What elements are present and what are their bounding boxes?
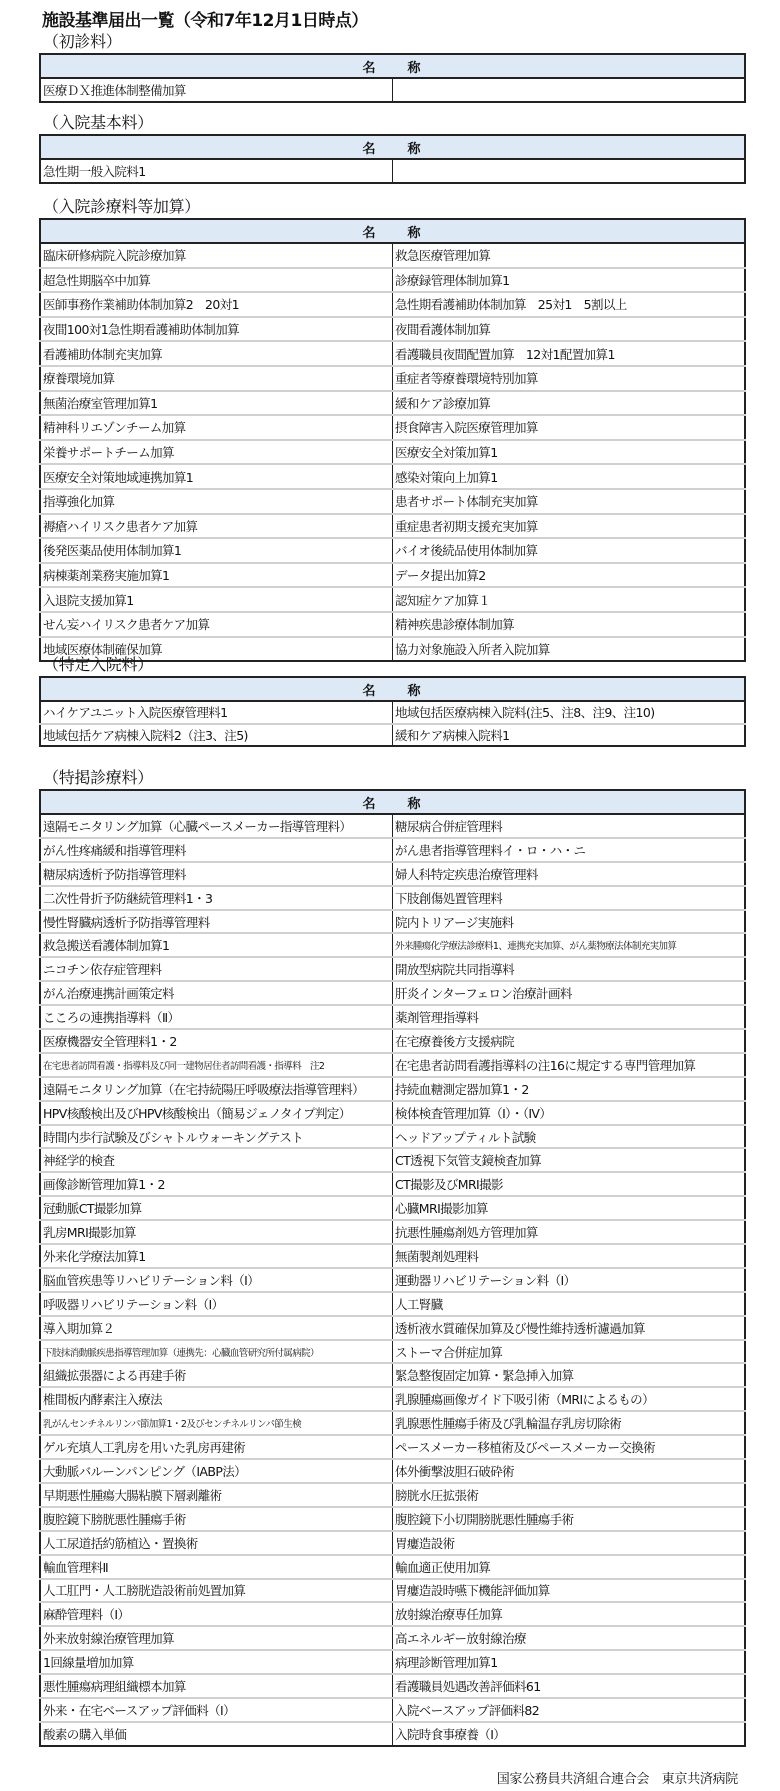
facility-standard-right: 病理診断管理加算1 [393, 1650, 746, 1674]
facility-standard-right: CT撮影及びMRI撮影 [393, 1172, 746, 1196]
facility-standard-right: 夜間看護体制加算 [393, 317, 746, 342]
facility-standard-right: 急性期看護補助体制加算 25対1 5割以上 [393, 292, 746, 317]
facility-standard-left: 輸血管理料Ⅱ [40, 1555, 393, 1579]
facility-standard-right: 放射線治療専任加算 [393, 1602, 746, 1626]
column-header-name: 名 称 [40, 219, 745, 243]
facility-standard-left: 栄養サポートチーム加算 [40, 440, 393, 465]
facility-standard-left: 人工肛門・人工膀胱造設術前処置加算 [40, 1579, 393, 1603]
facility-standard-right: 検体検査管理加算（Ⅰ）・（Ⅳ） [393, 1101, 746, 1125]
facility-standard-right: 協力対象施設入所者入院加算 [395, 641, 550, 657]
facility-standard-right: 認知症ケア加算１ [393, 587, 746, 612]
table-row [40, 268, 745, 293]
facility-standard-right: 摂食障害入院医療管理加算 [393, 415, 746, 440]
table-row [40, 612, 745, 637]
facility-standard-left: 外来・在宅ベースアップ評価料（Ⅰ） [40, 1698, 393, 1722]
table-row [40, 1053, 745, 1077]
facility-standard-left: 大動脈バルーンパンピング（IABP法） [40, 1459, 393, 1483]
table-row [40, 1220, 745, 1244]
facility-standard-right: 緩和ケア病棟入院料1 [395, 727, 510, 743]
table-row [40, 1387, 745, 1411]
facility-standard-right: 持続血糖測定器加算1・2 [393, 1077, 746, 1101]
section [39, 31, 746, 103]
section-heading: （初診料） [43, 32, 122, 51]
facility-standard-right: 感染対策向上加算1 [393, 464, 746, 489]
facility-standard-right: がん患者指導管理料イ・ロ・ハ・ニ [393, 838, 746, 862]
facility-standard-right: 胃瘻造設術 [393, 1531, 746, 1555]
table-row [40, 1244, 745, 1268]
facility-standard-right: 救急医療管理加算 [393, 243, 746, 268]
section-heading: （入院基本料） [43, 113, 153, 132]
table-row [40, 1029, 745, 1053]
facility-standard-left: 二次性骨折予防継続管理料1・3 [40, 886, 393, 910]
facility-standard-right: 乳腺腫瘍画像ガイド下吸引術（MRIによるもの） [393, 1387, 746, 1411]
facility-standard-right: ストーマ合併症加算 [393, 1340, 746, 1364]
facility-standard-left: がん治療連携計画策定料 [40, 981, 393, 1005]
table-row [40, 886, 745, 910]
facility-standard-right [393, 159, 746, 183]
table-row [40, 724, 745, 747]
facility-standard-right: 婦人科特定疾患治療管理料 [393, 862, 746, 886]
facility-standard-left: ニコチン依存症管理料 [40, 957, 393, 981]
facility-standard-left: 外来放射線治療管理加算 [40, 1626, 393, 1650]
facility-standard-left: がん性疼痛緩和指導管理料 [40, 838, 393, 862]
column-header-name: 名 称 [40, 677, 745, 701]
facility-standard-left: ハイケアユニット入院医療管理料1 [40, 701, 393, 724]
facility-standard-right: 入院時食事療養（Ⅰ） [395, 1726, 506, 1742]
page-title: 施設基準届出一覧（令和7年12月1日時点） [42, 11, 368, 31]
table-row [40, 1101, 745, 1125]
facility-standard-left: 麻酔管理料（Ⅰ） [40, 1602, 393, 1626]
table-row [40, 243, 745, 268]
table-row [40, 464, 745, 489]
facility-standard-left: 超急性期脳卒中加算 [40, 268, 393, 293]
facility-standard-left: 在宅患者訪問看護・指導料及び同一建物居住者訪問看護・指導料 注2 [40, 1053, 393, 1077]
facility-table [39, 218, 746, 662]
facility-standard-left: 冠動脈CT撮影加算 [40, 1196, 393, 1220]
table-row [40, 1148, 745, 1172]
table-row [40, 1626, 745, 1650]
facility-standard-right: 看護職員夜間配置加算 12対1配置加算1 [393, 341, 746, 366]
facility-standard-left: 糖尿病透析予防指導管理料 [40, 862, 393, 886]
facility-standard-left: 慢性腎臓病透析予防指導管理料 [40, 910, 393, 934]
facility-table [39, 676, 746, 747]
table-row [40, 563, 745, 588]
facility-standard-right: 胃瘻造設時嚥下機能評価加算 [393, 1579, 746, 1603]
facility-standard-left: 医療機器安全管理料1・2 [40, 1029, 393, 1053]
facility-standard-left: 1回線量増加加算 [40, 1650, 393, 1674]
facility-standard-right: バイオ後続品使用体制加算 [393, 538, 746, 563]
section-heading: （入院診療料等加算） [43, 197, 201, 216]
table-row [40, 366, 745, 391]
table-row [40, 1125, 745, 1149]
facility-standard-left: 褥瘡ハイリスク患者ケア加算 [40, 514, 393, 539]
facility-standard-left: HPV核酸検出及びHPV核酸検出（簡易ジェノタイプ判定） [40, 1101, 393, 1125]
section-heading: （特掲診療料） [43, 768, 153, 787]
facility-standard-right: ペースメーカー移植術及びペースメーカー交換術 [393, 1435, 746, 1459]
table-row [40, 78, 745, 102]
table-row [40, 587, 745, 612]
facility-standard-right: 医療安全対策加算1 [393, 440, 746, 465]
section [39, 112, 746, 184]
facility-standard-left: 遠隔モニタリング加算（在宅持続陽圧呼吸療法指導管理料） [40, 1077, 393, 1101]
facility-standard-right: 外来腫瘍化学療法診療料1、連携充実加算、がん薬物療法体制充実加算 [393, 933, 746, 957]
facility-standard-right: 精神疾患診療体制加算 [393, 612, 746, 637]
facility-standard-left: 精神科リエゾンチーム加算 [40, 415, 393, 440]
facility-standard-right: 在宅患者訪問看護指導料の注16に規定する専門管理加算 [393, 1053, 746, 1077]
section [39, 654, 746, 747]
facility-standard-left: 外来化学療法加算1 [40, 1244, 393, 1268]
facility-standard-left: 悪性腫瘍病理組織標本加算 [40, 1674, 393, 1698]
facility-standard-right: 開放型病院共同指導料 [393, 957, 746, 981]
facility-standard-right: 腹腔鏡下小切開膀胱悪性腫瘍手術 [393, 1507, 746, 1531]
facility-standard-left: 酸素の購入単価 [40, 1722, 393, 1746]
table-row [40, 1579, 745, 1603]
table-row [40, 440, 745, 465]
table-row [40, 1698, 745, 1722]
facility-standard-left: 医療安全対策地域連携加算1 [40, 464, 393, 489]
table-row [40, 1340, 745, 1364]
table-row [40, 701, 745, 724]
table-row [40, 1172, 745, 1196]
facility-standard-right: 薬剤管理指導料 [393, 1005, 746, 1029]
table-row [40, 317, 745, 342]
facility-standard-left: せん妄ハイリスク患者ケア加算 [40, 612, 393, 637]
facility-standard-right: 診療録管理体制加算1 [393, 268, 746, 293]
facility-standard-right: 肝炎インターフェロン治療計画料 [393, 981, 746, 1005]
facility-standard-right: 人工腎臓 [393, 1292, 746, 1316]
table-row [40, 1722, 745, 1746]
table-row [40, 292, 745, 317]
table-row [40, 1459, 745, 1483]
facility-standard-right: 膀胱水圧拡張術 [393, 1483, 746, 1507]
table-row [40, 1507, 745, 1531]
facility-standard-left: 後発医薬品使用体制加算1 [40, 538, 393, 563]
table-row [40, 981, 745, 1005]
facility-standard-right: 運動器リハビリテーション料（Ⅰ） [393, 1268, 746, 1292]
section [39, 196, 746, 662]
facility-standard-right: 下肢創傷処置管理料 [393, 886, 746, 910]
facility-standard-right: 糖尿病合併症管理料 [393, 814, 746, 838]
table-row [40, 838, 745, 862]
facility-standard-left: 時間内歩行試験及びシャトルウォーキングテスト [40, 1125, 393, 1149]
table-row [40, 1650, 745, 1674]
section-heading: （特定入院料） [43, 655, 153, 674]
table-row [40, 1005, 745, 1029]
facility-standard-left: ゲル充填人工乳房を用いた乳房再建術 [40, 1435, 393, 1459]
facility-standard-left: 指導強化加算 [40, 489, 393, 514]
column-header-name: 名 称 [40, 54, 745, 78]
facility-standard-right: 心臓MRI撮影加算 [393, 1196, 746, 1220]
section [39, 767, 746, 1747]
facility-standard-right: 緊急整復固定加算・緊急挿入加算 [393, 1363, 746, 1387]
facility-standard-left: 椎間板内酵素注入療法 [40, 1387, 393, 1411]
facility-standard-left: 乳房MRI撮影加算 [40, 1220, 393, 1244]
table-row [40, 1268, 745, 1292]
facility-standard-left: 腹腔鏡下膀胱悪性腫瘍手術 [40, 1507, 393, 1531]
facility-standard-left: 医師事務作業補助体制加算2 20対1 [40, 292, 393, 317]
facility-standard-right: 在宅療養後方支援病院 [393, 1029, 746, 1053]
facility-standard-right: 体外衝撃波胆石破砕術 [393, 1459, 746, 1483]
facility-standard-right: 抗悪性腫瘍剤処方管理加算 [393, 1220, 746, 1244]
facility-table [39, 53, 746, 103]
facility-standard-left: こころの連携指導料（Ⅱ） [40, 1005, 393, 1029]
table-row [40, 814, 745, 838]
facility-standard-right: データ提出加算2 [393, 563, 746, 588]
facility-standard-left: 地域医療体制確保加算 [40, 637, 393, 662]
facility-standard-left: 人工尿道括約筋植込・置換術 [40, 1531, 393, 1555]
table-row [40, 1196, 745, 1220]
facility-standard-left: 無菌治療室管理加算1 [40, 391, 393, 416]
table-row [40, 1674, 745, 1698]
table-row [40, 1531, 745, 1555]
facility-standard-left: 救急搬送看護体制加算1 [40, 933, 393, 957]
facility-standard-left: 下肢抹消動脈疾患指導管理加算（連携先：心臓血管研究所付属病院） [40, 1340, 393, 1364]
facility-standard-left: 急性期一般入院料1 [40, 159, 393, 183]
table-row [40, 1316, 745, 1340]
facility-table [39, 789, 746, 1747]
facility-standard-right: 院内トリアージ実施料 [393, 910, 746, 934]
table-row [40, 415, 745, 440]
table-row [40, 933, 745, 957]
facility-standard-left: 組織拡張器による再建手術 [40, 1363, 393, 1387]
facility-standard-right: 地域包括医療病棟入院料(注5、注8、注9、注10) [393, 701, 746, 724]
facility-standard-right [393, 78, 746, 102]
facility-standard-right: CT透視下気管支鏡検査加算 [393, 1148, 746, 1172]
facility-standard-left: 入退院支援加算1 [40, 587, 393, 612]
table-row [40, 862, 745, 886]
facility-standard-right: 無菌製剤処理料 [393, 1244, 746, 1268]
facility-standard-left: 地域包括ケア病棟入院料2（注3、注5) [40, 724, 393, 747]
facility-standard-left: 呼吸器リハビリテーション料（Ⅰ） [40, 1292, 393, 1316]
facility-standard-right: 重症患者初期支援充実加算 [393, 514, 746, 539]
facility-standard-left: 早期悪性腫瘍大腸粘膜下層剥離術 [40, 1483, 393, 1507]
facility-standard-right: 重症者等療養環境特別加算 [393, 366, 746, 391]
facility-standard-left: 病棟薬剤業務実施加算1 [40, 563, 393, 588]
facility-standard-left: 看護補助体制充実加算 [40, 341, 393, 366]
facility-standard-right: 入院ベースアップ評価料82 [393, 1698, 746, 1722]
facility-standard-right: 看護職員処遇改善評価料61 [393, 1674, 746, 1698]
facility-standard-right: 緩和ケア診療加算 [393, 391, 746, 416]
facility-table [39, 134, 746, 184]
facility-standard-right: 輸血適正使用加算 [393, 1555, 746, 1579]
table-row [40, 1602, 745, 1626]
table-row [40, 1363, 745, 1387]
table-row [40, 538, 745, 563]
table-row [40, 514, 745, 539]
table-row [40, 957, 745, 981]
facility-standard-left: 療養環境加算 [40, 366, 393, 391]
facility-standard-left: 画像診断管理加算1・2 [40, 1172, 393, 1196]
facility-standard-left: 遠隔モニタリング加算（心臓ペースメーカー指導管理料） [40, 814, 393, 838]
facility-standard-left: 臨床研修病院入院診療加算 [40, 243, 393, 268]
table-row [40, 1483, 745, 1507]
facility-standard-left: 脳血管疾患等リハビリテーション料（Ⅰ） [40, 1268, 393, 1292]
facility-standard-left: 乳がんセンチネルリンパ節加算1・2及びセンチネルリンパ節生検 [40, 1411, 393, 1435]
table-row [40, 391, 745, 416]
facility-standard-right: 透析液水質確保加算及び慢性維持透析濾過加算 [393, 1316, 746, 1340]
table-row [40, 1435, 745, 1459]
column-header-name: 名 称 [40, 790, 745, 814]
facility-standard-left: 導入期加算２ [40, 1316, 393, 1340]
table-row [40, 159, 745, 183]
facility-standard-right: 患者サポート体制充実加算 [393, 489, 746, 514]
facility-standard-right: 高エネルギー放射線治療 [393, 1626, 746, 1650]
facility-standard-left: 神経学的検査 [40, 1148, 393, 1172]
facility-standard-right: 乳腺悪性腫瘍手術及び乳輪温存乳房切除術 [393, 1411, 746, 1435]
table-row [40, 1555, 745, 1579]
table-row [40, 1077, 745, 1101]
table-row [40, 341, 745, 366]
facility-standard-left: 夜間100対1急性期看護補助体制加算 [40, 317, 393, 342]
column-header-name: 名 称 [40, 135, 745, 159]
table-row [40, 910, 745, 934]
table-row [40, 1292, 745, 1316]
table-row [40, 1411, 745, 1435]
facility-standard-left: 医療ＤＸ推進体制整備加算 [40, 78, 393, 102]
table-row [40, 489, 745, 514]
facility-standard-right: ヘッドアップティルト試験 [393, 1125, 746, 1149]
hospital-name-footer: 国家公務員共済組合連合会 東京共済病院 [496, 1772, 738, 1787]
